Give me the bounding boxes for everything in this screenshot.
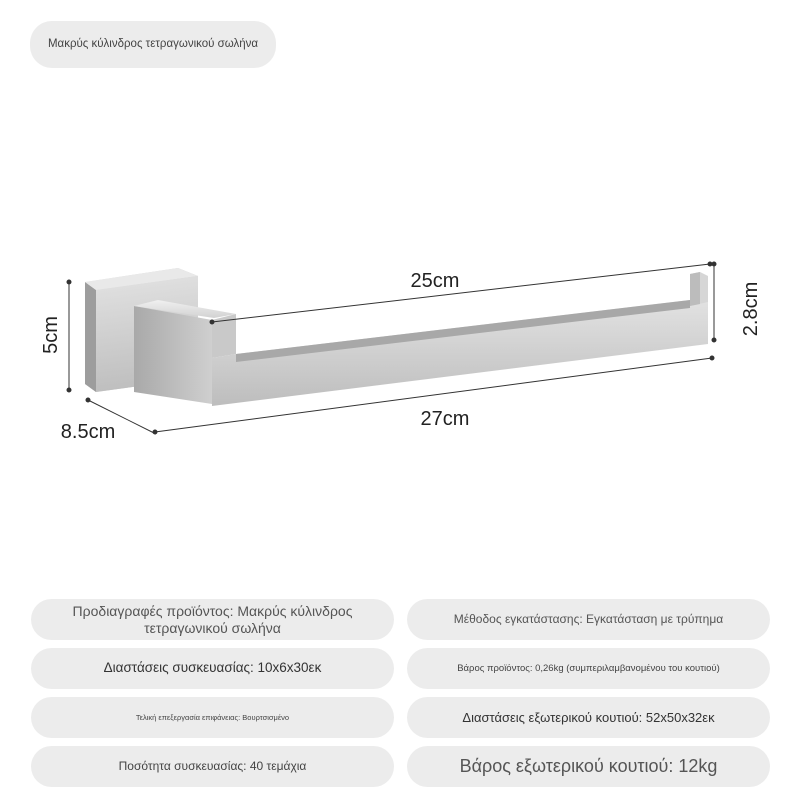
spec-package-size-text: Διαστάσεις συσκευασίας: 10x6x30εκ <box>103 660 322 676</box>
spec-outer-box-size-text: Διαστάσεις εξωτερικού κουτιού: 52x50x32εκ <box>462 709 715 725</box>
spec-package-quantity <box>31 746 394 787</box>
spec-product-weight <box>407 648 770 689</box>
long-bar <box>212 272 708 406</box>
spec-surface-finish-text: Τελική επεξεργασία επιφάνειας: Βουρτσισμένο <box>135 713 290 722</box>
spec-product-text: Προδιαγραφές προϊόντος: Μακρύς κύλινδρος τετραγωνικού σωλήνα <box>72 602 353 636</box>
title-text: Μακρύς κύλινδρος τετραγωνικού σωλήνα <box>47 37 259 50</box>
spec-installation-text: Μέθοδος εγκατάστασης: Εγκατάσταση με τρύπημα <box>453 612 724 627</box>
spec-outer-box-weight <box>407 746 770 787</box>
spec-outer-box-weight-text: Βάρος εξωτερικού κουτιού: 12kg <box>459 755 718 776</box>
spec-product <box>31 599 394 640</box>
dim-label-25: 25cm <box>410 270 460 292</box>
spec-package-size <box>31 648 394 689</box>
spec-product-weight-text: Βάρος προϊόντος: 0,26kg (συμπεριλαμβανομένου του κουτιού) <box>457 662 720 674</box>
dim-label-85: 8.5cm <box>60 421 116 443</box>
spec-surface-finish <box>31 697 394 738</box>
dim-label-5: 5cm <box>40 316 62 354</box>
dim-label-28: 2.8cm <box>740 281 762 337</box>
spec-package-quantity-text: Ποσότητα συσκευασίας: 40 τεμάχια <box>118 759 307 774</box>
spec-outer-box-size <box>407 697 770 738</box>
spec-installation <box>407 599 770 640</box>
dim-label-27: 27cm <box>420 408 470 430</box>
